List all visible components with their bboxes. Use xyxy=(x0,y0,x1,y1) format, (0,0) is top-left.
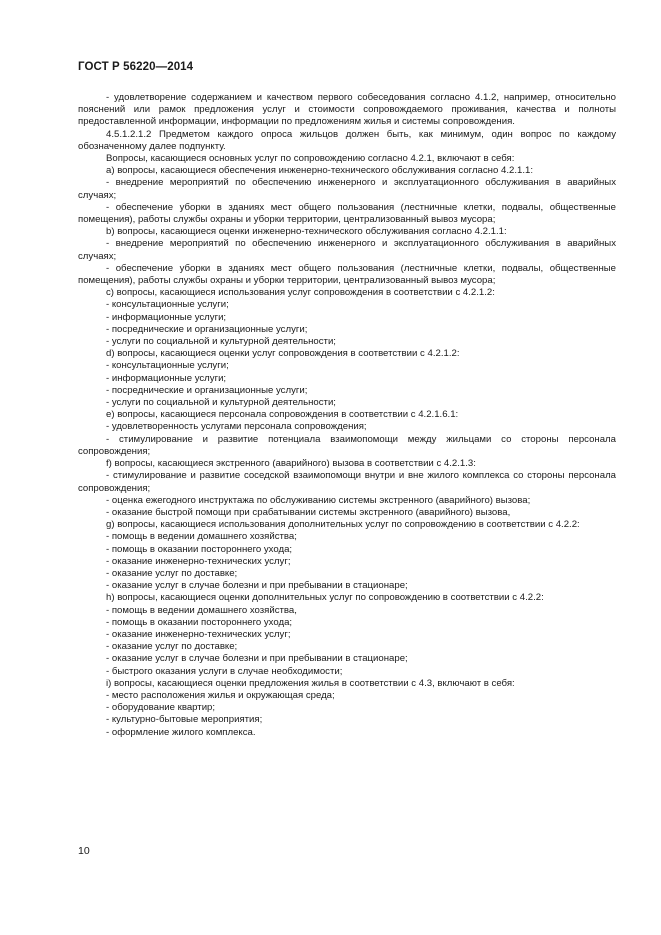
paragraph: - услуги по социальной и культурной деятельности; xyxy=(106,397,336,409)
paragraph: - информационные услуги; xyxy=(106,372,227,384)
paragraph: - оформление жилого комплекса. xyxy=(106,726,256,738)
paragraph: a) вопросы, касающиеся обеспечения инженерно-технического обслуживания согласно 4.2.1.1: xyxy=(106,165,533,177)
paragraph: - оказание инженерно-технических услуг; xyxy=(106,555,291,567)
page-number: 10 xyxy=(78,845,90,857)
paragraph: - информационные услуги; xyxy=(106,311,227,323)
paragraph: - помощь в ведении домашнего хозяйства, xyxy=(106,604,297,616)
paragraph: i) вопросы, касающиеся оценки предложения жилья в соответствии с 4.3, включают в себя: xyxy=(106,677,515,689)
paragraph: Вопросы, касающиеся основных услуг по сопровождению согласно 4.2.1, включают в себя: xyxy=(106,153,515,165)
document-header: ГОСТ Р 56220—2014 xyxy=(78,61,194,73)
paragraph: - помощь в оказании постороннего ухода; xyxy=(106,543,293,555)
paragraph: - оценка ежегодного инструктажа по обслуживанию системы экстренного (аварийного) вызова; xyxy=(106,494,531,506)
document-body xyxy=(78,92,616,739)
paragraph: - оказание услуг по доставке; xyxy=(106,567,238,579)
paragraph: - консультационные услуги; xyxy=(106,360,229,372)
paragraph: - удовлетворенность услугами персонала сопровождения; xyxy=(106,421,367,433)
paragraph: 4.5.1.2.1.2 Предметом каждого опроса жильцов должен быть, как минимум, один вопрос по каждому обозначенному далее подпункту. xyxy=(78,128,616,152)
paragraph: - оказание быстрой помощи при срабатывании системы экстренного (аварийного) вызова, xyxy=(106,506,511,518)
paragraph: - услуги по социальной и культурной деятельности; xyxy=(106,336,336,348)
paragraph: d) вопросы, касающиеся оценки услуг сопровождения в соответствии с 4.2.1.2: xyxy=(106,348,460,360)
paragraph: - консультационные услуги; xyxy=(106,299,229,311)
paragraph: - оказание инженерно-технических услуг; xyxy=(106,628,291,640)
paragraph: - место расположения жилья и окружающая среда; xyxy=(106,689,335,701)
paragraph: - оказание услуг по доставке; xyxy=(106,641,238,653)
paragraph: - оборудование квартир; xyxy=(106,702,216,714)
paragraph: e) вопросы, касающиеся персонала сопровождения в соответствии с 4.2.1.6.1: xyxy=(106,409,459,421)
paragraph: - оказание услуг в случае болезни и при пребывании в стационаре; xyxy=(106,653,408,665)
paragraph: b) вопросы, касающиеся оценки инженерно-технического обслуживания согласно 4.2.1.1: xyxy=(106,226,507,238)
paragraph: - обеспечение уборки в зданиях мест общего пользования (лестничные клетки, подвалы, общественные помещения), работы службы охраны и уборки территории, централизованный вывоз мусора; xyxy=(78,201,616,226)
paragraph: - культурно-бытовые мероприятия; xyxy=(106,714,263,726)
paragraph: - оказание услуг в случае болезни и при пребывании в стационаре; xyxy=(106,580,408,592)
paragraph: - посреднические и организационные услуги; xyxy=(106,323,308,335)
paragraph: - помощь в оказании постороннего ухода; xyxy=(106,616,293,628)
paragraph: - внедрение мероприятий по обеспечению инженерного и эксплуатационного обслуживания в аварийных случаях; xyxy=(78,238,616,262)
paragraph: h) вопросы, касающиеся оценки дополнительных услуг по сопровождению в соответствии с 4.2.2: xyxy=(106,592,544,604)
paragraph: - обеспечение уборки в зданиях мест общего пользования (лестничные клетки, подвалы, общественные помещения), работы службы охраны и уборки территории, централизованный вывоз мусора; xyxy=(78,262,616,287)
paragraph: - посреднические и организационные услуги; xyxy=(106,384,308,396)
paragraph: - быстрого оказания услуги в случае необходимости; xyxy=(106,665,343,677)
paragraph: g) вопросы, касающиеся использования дополнительных услуг по сопровождению в соответствии с 4.2.2: xyxy=(106,519,580,531)
paragraph: - стимулирование и развитие потенциала взаимопомощи между жильцами со стороны персонала сопровождения; xyxy=(78,433,616,457)
paragraph: - внедрение мероприятий по обеспечению инженерного и эксплуатационного обслуживания в аварийных случаях; xyxy=(78,177,616,201)
paragraph: f) вопросы, касающиеся экстренного (аварийного) вызова в соответствии с 4.2.1.3: xyxy=(106,458,476,470)
paragraph: c) вопросы, касающиеся использования услуг сопровождения в соответствии с 4.2.1.2: xyxy=(106,287,495,299)
paragraph: - удовлетворение содержанием и качеством первого собеседования согласно 4.1.2, например, относительно пояснений или рамок предложения услуг и стоимости сопровождаемого проживания, качества и полноты предоставленной информации, информации по предложениям жилья и системы сопровождения. xyxy=(78,92,616,128)
paragraph: - помощь в ведении домашнего хозяйства; xyxy=(106,531,297,543)
paragraph: - стимулирование и развитие соседской взаимопомощи внутри и вне жилого комплекса со стороны персонала сопровождения; xyxy=(78,470,616,494)
